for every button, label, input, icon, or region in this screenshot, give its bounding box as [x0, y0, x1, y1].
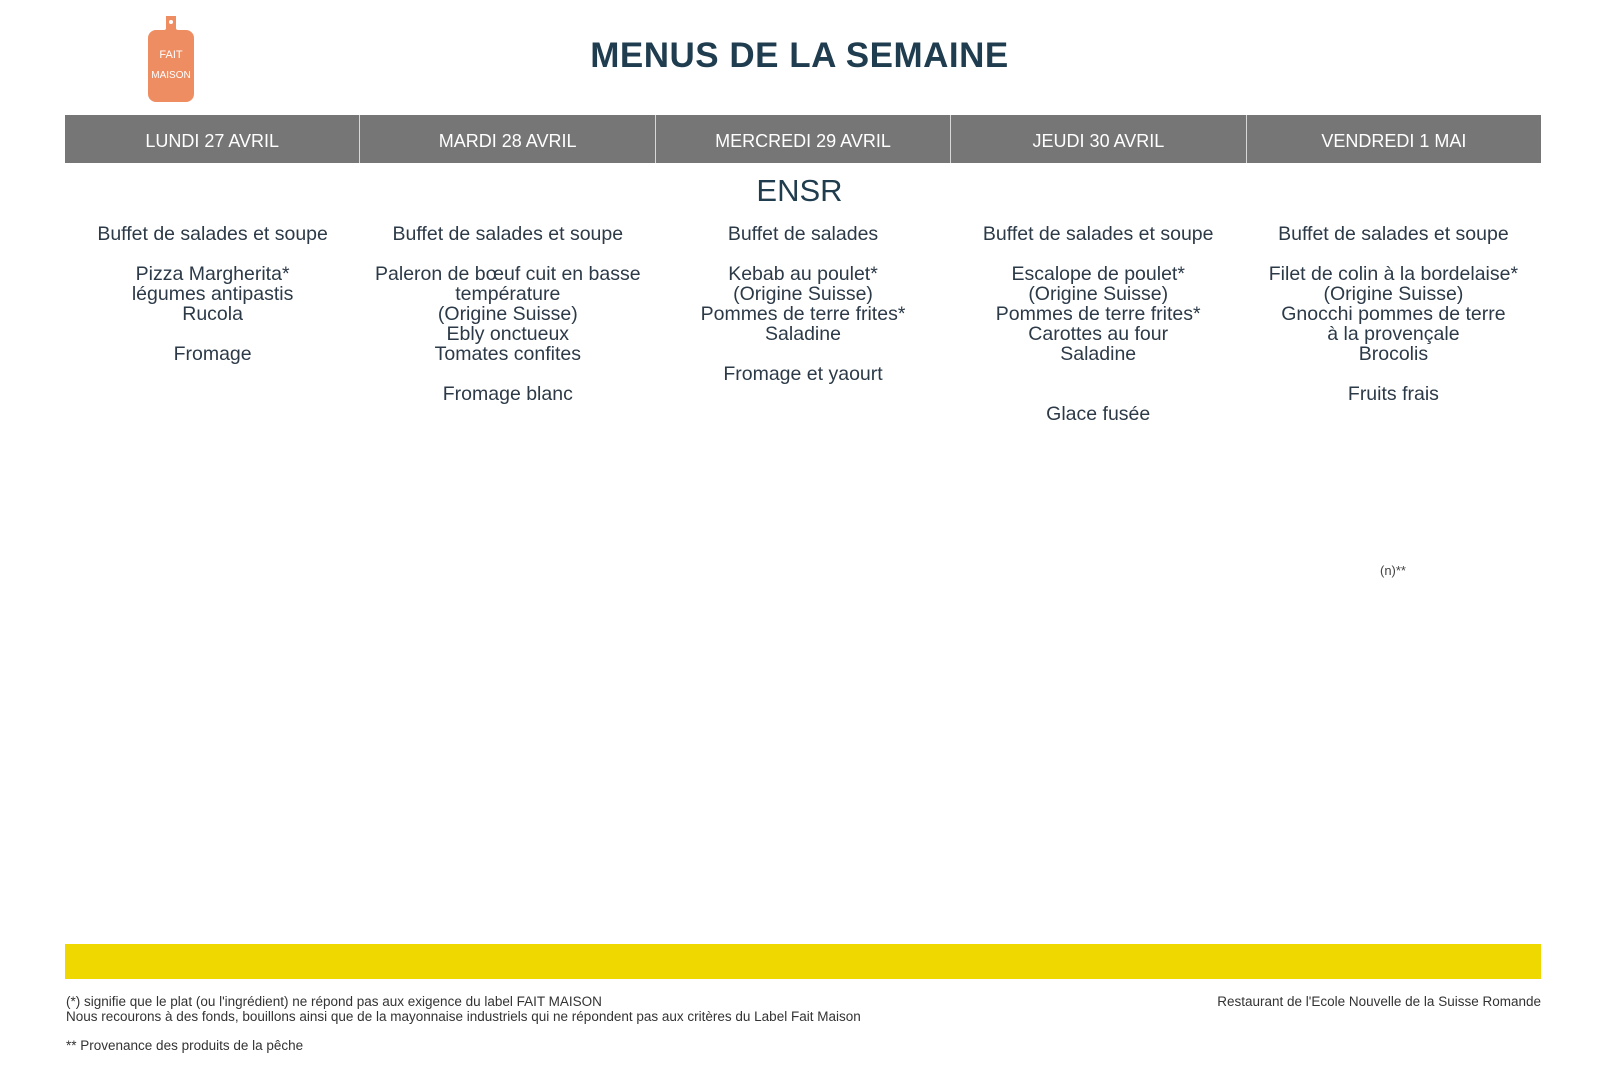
- menu-line: Carottes au four: [1028, 323, 1169, 345]
- menu-line: Buffet de salades et soupe: [97, 223, 328, 245]
- menu-line: Buffet de salades et soupe: [982, 223, 1214, 245]
- menu-line: [1256, 244, 1531, 264]
- menu-tuesday: [360, 224, 655, 424]
- menu-line: Buffet de salades et soupe: [392, 223, 624, 245]
- menu-line: Brocolis: [1358, 343, 1429, 365]
- menu-monday: [65, 224, 360, 424]
- day-header-monday: LUNDI 27 AVRIL: [65, 115, 360, 163]
- menu-wednesday: [655, 224, 950, 424]
- menu-line: [75, 324, 350, 344]
- menu-line: Fruits frais: [1347, 383, 1439, 405]
- logo-line-1: FAIT: [159, 49, 183, 61]
- days-header: [65, 115, 1541, 163]
- menu-line: Pommes de terre frites*: [700, 303, 906, 325]
- menu-line: Saladine: [1060, 343, 1137, 365]
- footnote-fait-maison: (*) signifie que le plat (ou l'ingrédient) ne répond pas aux exigence du label FAIT MAISON: [66, 994, 602, 1009]
- menu-line: [961, 384, 1236, 404]
- menu-line: Buffet de salades: [727, 223, 879, 245]
- menu-line: [961, 244, 1236, 264]
- menu-line: Filet de colin à la bordelaise*: [1268, 263, 1519, 285]
- menu-line: [665, 344, 940, 364]
- menu-line: légumes antipastis: [131, 283, 294, 305]
- day-header-wednesday: MERCREDI 29 AVRIL: [656, 115, 951, 163]
- footer-color-bar: [65, 944, 1541, 979]
- menu-columns: [65, 224, 1541, 424]
- day-header-friday: VENDREDI 1 MAI: [1321, 130, 1467, 151]
- menu-line: [370, 244, 645, 264]
- footnote-industrial: Nous recourons à des fonds, bouillons ainsi que de la mayonnaise industriels qui ne répondent pas aux critères du Label Fait Maison: [66, 1009, 861, 1024]
- menu-line: Ebly onctueux: [446, 323, 570, 345]
- day-header-thursday: JEUDI 30 AVRIL: [951, 115, 1246, 163]
- menu-line: température: [455, 283, 561, 305]
- menu-line: (Origine Suisse): [733, 283, 873, 305]
- menu-line: Fromage et yaourt: [723, 363, 883, 385]
- logo-line-2: MAISON: [151, 70, 191, 81]
- menu-line: Tomates confites: [434, 343, 581, 365]
- menu-line: [370, 364, 645, 384]
- menu-friday: [1246, 224, 1541, 424]
- menu-line: Fromage: [173, 343, 252, 365]
- restaurant-code: ENSR: [756, 173, 843, 208]
- menu-line: Rucola: [182, 303, 243, 325]
- menu-thursday: [951, 224, 1246, 424]
- menu-line: Escalope de poulet*: [1011, 263, 1185, 285]
- menu-line: [1256, 364, 1531, 384]
- menu-line: Gnocchi pommes de terre: [1281, 303, 1506, 325]
- menu-line: [961, 364, 1236, 384]
- menu-line: Pommes de terre frites*: [995, 303, 1201, 325]
- menu-line: Glace fusée: [1046, 403, 1151, 425]
- menu-line: (Origine Suisse): [1028, 283, 1169, 305]
- menu-line: [665, 244, 940, 264]
- menu-line: Fromage blanc: [442, 383, 573, 405]
- menu-line: [75, 244, 350, 264]
- friday-note: (n)**: [1379, 563, 1406, 578]
- menu-line: Buffet de salades et soupe: [1278, 223, 1509, 245]
- menu-line: (Origine Suisse): [1323, 283, 1464, 305]
- menu-line: Paleron de bœuf cuit en basse: [375, 263, 641, 285]
- restaurant-name: Restaurant de l'Ecole Nouvelle de la Suisse Romande: [1217, 994, 1541, 1009]
- menu-line: (Origine Suisse): [437, 303, 578, 325]
- menu-line: Kebab au poulet*: [728, 263, 878, 285]
- day-header-tuesday: MARDI 28 AVRIL: [360, 115, 655, 163]
- footnote-fishing: ** Provenance des produits de la pêche: [66, 1038, 304, 1053]
- page-title: MENUS DE LA SEMAINE: [590, 36, 1009, 75]
- menu-line: Saladine: [765, 323, 841, 345]
- menu-line: à la provençale: [1327, 323, 1460, 345]
- menu-line: Pizza Margherita*: [135, 263, 290, 285]
